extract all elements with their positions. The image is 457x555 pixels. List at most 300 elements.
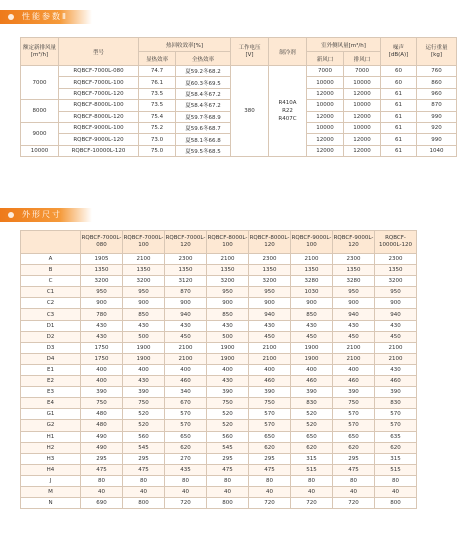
dimension-value-cell: 620 xyxy=(291,442,333,453)
dimension-model-header: RQBCF-7000L-120 xyxy=(165,231,207,254)
dimension-value-cell: 520 xyxy=(123,409,165,420)
header-airflow: 室外侧风量[m³/h] xyxy=(307,38,381,52)
refrigerant-cell xyxy=(269,66,307,157)
table-row xyxy=(21,387,417,398)
dimension-value-cell: 900 xyxy=(249,298,291,309)
dimension-value-cell: 570 xyxy=(333,409,375,420)
dimension-value-cell: 940 xyxy=(375,309,417,320)
dimension-value-cell: 40 xyxy=(333,486,375,497)
model-cell: RQBCF-7000L-100 xyxy=(59,77,139,88)
weight-cell: 990 xyxy=(417,134,457,145)
dimension-value-cell: 650 xyxy=(165,431,207,442)
noise-cell: 60 xyxy=(381,66,417,77)
exhaust-cell: 12000 xyxy=(344,88,381,99)
dimension-value-cell: 295 xyxy=(207,453,249,464)
refrigerant-r22: R22 xyxy=(282,108,293,115)
dimension-value-cell: 1350 xyxy=(249,265,291,276)
header-voltage-label: 工作电压 xyxy=(238,44,261,51)
fresh-cell: 12000 xyxy=(307,134,344,145)
dimension-value-cell: 780 xyxy=(81,309,123,320)
dimension-value-cell: 2100 xyxy=(249,353,291,364)
dimension-value-cell: 400 xyxy=(291,364,333,375)
dimension-value-cell: 800 xyxy=(123,498,165,509)
dimension-value-cell: 430 xyxy=(81,320,123,331)
dimension-value-cell: 460 xyxy=(291,376,333,387)
dimension-label-cell: B xyxy=(21,265,81,276)
model-cell: RQBCF-9000L-100 xyxy=(59,122,139,133)
dimension-label-cell: C1 xyxy=(21,287,81,298)
dimension-value-cell: 940 xyxy=(165,309,207,320)
sensible-cell: 75.2 xyxy=(139,122,176,133)
dimension-value-cell: 390 xyxy=(249,387,291,398)
dimension-value-cell: 560 xyxy=(207,431,249,442)
dimension-value-cell: 950 xyxy=(207,287,249,298)
dimension-value-cell: 1750 xyxy=(81,353,123,364)
dimension-value-cell: 950 xyxy=(249,287,291,298)
dimension-value-cell: 515 xyxy=(375,464,417,475)
dimension-value-cell: 460 xyxy=(375,376,417,387)
dimension-value-cell: 3200 xyxy=(123,276,165,287)
noise-cell: 61 xyxy=(381,134,417,145)
dimension-value-cell: 520 xyxy=(123,420,165,431)
dimension-model-header: RQBCF-9000L-120 xyxy=(333,231,375,254)
sensible-cell: 76.1 xyxy=(139,77,176,88)
header-rated-flow-unit: [m³/h] xyxy=(30,51,49,58)
dimension-value-cell: 2300 xyxy=(333,254,375,265)
dimension-value-cell: 295 xyxy=(333,453,375,464)
model-cell: RQBCF-10000L-120 xyxy=(59,145,139,156)
header-rated-flow xyxy=(21,38,59,66)
dimension-value-cell: 80 xyxy=(81,475,123,486)
noise-cell: 61 xyxy=(381,88,417,99)
dimension-value-cell: 450 xyxy=(333,331,375,342)
dimension-value-cell: 650 xyxy=(249,431,291,442)
dimension-value-cell: 545 xyxy=(123,442,165,453)
dimension-value-cell: 490 xyxy=(81,431,123,442)
dimension-value-cell: 475 xyxy=(333,464,375,475)
dimension-value-cell: 340 xyxy=(165,387,207,398)
dimension-value-cell: 430 xyxy=(123,320,165,331)
dimension-value-cell: 1350 xyxy=(207,265,249,276)
header-efficiency: 热回收效率[%] xyxy=(139,38,231,52)
dimension-value-cell: 80 xyxy=(123,475,165,486)
dimension-value-cell: 430 xyxy=(81,331,123,342)
sensible-cell: 74.7 xyxy=(139,66,176,77)
header-voltage xyxy=(231,38,269,66)
table-row xyxy=(21,376,417,387)
dimension-value-cell: 430 xyxy=(375,320,417,331)
dimension-label-cell: N xyxy=(21,498,81,509)
weight-cell: 760 xyxy=(417,66,457,77)
dimension-value-cell: 40 xyxy=(123,486,165,497)
dimension-value-cell: 1030 xyxy=(291,287,333,298)
dimension-value-cell: 475 xyxy=(123,464,165,475)
sensible-cell: 75.0 xyxy=(139,145,176,156)
dimension-model-header: RQBCF-8000L-120 xyxy=(249,231,291,254)
table-row xyxy=(21,276,417,287)
total-cell: 夏59.6冬68.7 xyxy=(176,122,231,133)
dimensions-section-banner xyxy=(0,208,92,222)
table-row xyxy=(21,420,417,431)
total-cell: 夏58.4冬67.2 xyxy=(176,88,231,99)
dimension-value-cell: 1350 xyxy=(165,265,207,276)
rated-flow-cell: 9000 xyxy=(21,122,59,145)
dimension-label-cell: D1 xyxy=(21,320,81,331)
header-rated-flow-label: 额定新排风量 xyxy=(22,44,56,51)
model-cell: RQBCF-7000L-120 xyxy=(59,88,139,99)
dimension-value-cell: 900 xyxy=(81,298,123,309)
dimension-value-cell: 295 xyxy=(249,453,291,464)
sensible-cell: 75.4 xyxy=(139,111,176,122)
dimension-value-cell: 3200 xyxy=(207,276,249,287)
dimension-value-cell: 900 xyxy=(375,298,417,309)
weight-cell: 870 xyxy=(417,100,457,111)
dimension-value-cell: 450 xyxy=(249,331,291,342)
table-row xyxy=(21,353,417,364)
dimension-value-cell: 450 xyxy=(291,331,333,342)
dimension-value-cell: 450 xyxy=(375,331,417,342)
table-row xyxy=(21,320,417,331)
dimension-value-cell: 750 xyxy=(207,398,249,409)
dimension-value-cell: 570 xyxy=(375,409,417,420)
dimension-value-cell: 430 xyxy=(333,320,375,331)
header-sensible: 显热效率 xyxy=(139,52,176,66)
dimension-value-cell: 1900 xyxy=(123,342,165,353)
dimension-value-cell: 620 xyxy=(165,442,207,453)
table-row xyxy=(21,254,417,265)
header-noise-label: 噪声 xyxy=(393,44,405,51)
rated-flow-cell: 7000 xyxy=(21,66,59,100)
dimension-value-cell: 1900 xyxy=(207,342,249,353)
dimension-label-cell: D2 xyxy=(21,331,81,342)
model-cell: RQBCF-8000L-120 xyxy=(59,111,139,122)
dimension-value-cell: 270 xyxy=(165,453,207,464)
sensible-cell: 73.5 xyxy=(139,88,176,99)
dimension-value-cell: 750 xyxy=(123,398,165,409)
dimension-value-cell: 40 xyxy=(291,486,333,497)
dimension-value-cell: 950 xyxy=(81,287,123,298)
dimension-label-cell: E1 xyxy=(21,364,81,375)
dimension-value-cell: 620 xyxy=(333,442,375,453)
dimension-value-cell: 2300 xyxy=(375,254,417,265)
dimension-label-cell: C3 xyxy=(21,309,81,320)
table-row xyxy=(21,498,417,509)
dimension-value-cell: 2100 xyxy=(333,353,375,364)
dimension-value-cell: 3200 xyxy=(249,276,291,287)
dimension-value-cell: 460 xyxy=(333,376,375,387)
dimension-value-cell: 2300 xyxy=(249,254,291,265)
table-row xyxy=(21,398,417,409)
table-row xyxy=(21,364,417,375)
dimension-value-cell: 40 xyxy=(249,486,291,497)
dimension-value-cell: 2100 xyxy=(165,342,207,353)
dimension-value-cell: 950 xyxy=(375,287,417,298)
sensible-cell: 73.0 xyxy=(139,134,176,145)
dimension-label-cell: E3 xyxy=(21,387,81,398)
dimension-value-cell: 3200 xyxy=(81,276,123,287)
exhaust-cell: 12000 xyxy=(344,111,381,122)
table-row xyxy=(21,464,417,475)
table-row xyxy=(21,287,417,298)
table-row xyxy=(21,309,417,320)
dimension-value-cell: 430 xyxy=(207,320,249,331)
exhaust-cell: 12000 xyxy=(344,134,381,145)
dimension-value-cell: 830 xyxy=(291,398,333,409)
dimension-value-cell: 500 xyxy=(123,331,165,342)
dimension-value-cell: 870 xyxy=(165,287,207,298)
dimension-value-cell: 3280 xyxy=(291,276,333,287)
table-row xyxy=(21,66,457,77)
dimension-value-cell: 2100 xyxy=(375,353,417,364)
dimension-value-cell: 1900 xyxy=(291,353,333,364)
banner-dot-icon xyxy=(8,212,14,218)
dimension-value-cell: 400 xyxy=(207,364,249,375)
dimension-value-cell: 750 xyxy=(249,398,291,409)
dimension-value-cell: 720 xyxy=(291,498,333,509)
dimension-value-cell: 460 xyxy=(165,376,207,387)
dimension-value-cell: 520 xyxy=(207,420,249,431)
dimension-value-cell: 3120 xyxy=(165,276,207,287)
fresh-cell: 12000 xyxy=(307,111,344,122)
performance-section-banner xyxy=(0,10,92,24)
dimension-value-cell: 515 xyxy=(291,464,333,475)
dimension-value-cell: 80 xyxy=(207,475,249,486)
dimension-value-cell: 3200 xyxy=(375,276,417,287)
dimension-value-cell: 1350 xyxy=(123,265,165,276)
dimension-value-cell: 295 xyxy=(81,453,123,464)
dimension-value-cell: 520 xyxy=(291,409,333,420)
dimension-value-cell: 2100 xyxy=(123,254,165,265)
sensible-cell: 73.5 xyxy=(139,100,176,111)
dimension-value-cell: 720 xyxy=(165,498,207,509)
fresh-cell: 12000 xyxy=(307,88,344,99)
dimension-label-cell: A xyxy=(21,254,81,265)
model-cell: RQBCF-8000L-100 xyxy=(59,100,139,111)
dimension-value-cell: 560 xyxy=(123,431,165,442)
fresh-cell: 7000 xyxy=(307,66,344,77)
dimension-value-cell: 545 xyxy=(207,442,249,453)
weight-cell: 990 xyxy=(417,111,457,122)
exhaust-cell: 7000 xyxy=(344,66,381,77)
dimension-value-cell: 490 xyxy=(81,442,123,453)
dimension-value-cell: 80 xyxy=(375,475,417,486)
dimension-value-cell: 2100 xyxy=(333,342,375,353)
dimension-value-cell: 430 xyxy=(291,320,333,331)
dimension-label-cell: G2 xyxy=(21,420,81,431)
dimension-value-cell: 430 xyxy=(249,320,291,331)
table-row xyxy=(21,475,417,486)
header-total: 全热效率 xyxy=(176,52,231,66)
dimension-value-cell: 900 xyxy=(123,298,165,309)
dimension-value-cell: 40 xyxy=(165,486,207,497)
dimension-value-cell: 940 xyxy=(333,309,375,320)
rated-flow-cell: 10000 xyxy=(21,145,59,156)
header-weight-label: 运行重量 xyxy=(425,44,448,51)
fresh-cell: 12000 xyxy=(307,145,344,156)
dimension-value-cell: 950 xyxy=(123,287,165,298)
dimension-value-cell: 400 xyxy=(123,364,165,375)
dimension-value-cell: 570 xyxy=(333,420,375,431)
dimension-value-cell: 80 xyxy=(333,475,375,486)
dimension-label-cell: G1 xyxy=(21,409,81,420)
dimensions-section-title: 外形尺寸 xyxy=(22,210,62,219)
dimension-value-cell: 475 xyxy=(249,464,291,475)
dimension-value-cell: 390 xyxy=(81,387,123,398)
header-fresh-air: 新风口 xyxy=(307,52,344,66)
header-voltage-unit: [V] xyxy=(245,51,254,58)
dimension-model-header: RQBCF-7000L-100 xyxy=(123,231,165,254)
header-noise xyxy=(381,38,417,66)
fresh-cell: 10000 xyxy=(307,100,344,111)
exhaust-cell: 12000 xyxy=(344,145,381,156)
dimension-value-cell: 390 xyxy=(123,387,165,398)
dimension-value-cell: 850 xyxy=(207,309,249,320)
rated-flow-cell: 8000 xyxy=(21,100,59,123)
header-corner xyxy=(21,231,81,254)
weight-cell: 960 xyxy=(417,88,457,99)
dimension-value-cell: 650 xyxy=(291,431,333,442)
dimension-value-cell: 2100 xyxy=(375,342,417,353)
noise-cell: 61 xyxy=(381,100,417,111)
dimension-value-cell: 460 xyxy=(249,376,291,387)
total-cell: 夏59.2冬68.2 xyxy=(176,66,231,77)
dimension-value-cell: 570 xyxy=(375,420,417,431)
performance-section-title: 性能参数Ⅱ xyxy=(22,12,68,21)
dimension-value-cell: 570 xyxy=(165,420,207,431)
dimension-label-cell: H2 xyxy=(21,442,81,453)
dimension-value-cell: 80 xyxy=(165,475,207,486)
dimension-value-cell: 295 xyxy=(123,453,165,464)
dimension-value-cell: 315 xyxy=(375,453,417,464)
dimension-value-cell: 620 xyxy=(249,442,291,453)
dimension-value-cell: 1905 xyxy=(81,254,123,265)
dimension-value-cell: 1350 xyxy=(291,265,333,276)
dimension-label-cell: H3 xyxy=(21,453,81,464)
dimension-label-cell: H4 xyxy=(21,464,81,475)
table-row xyxy=(21,453,417,464)
dimension-value-cell: 80 xyxy=(291,475,333,486)
voltage-cell: 380 xyxy=(231,66,269,157)
dimension-value-cell: 40 xyxy=(81,486,123,497)
dimension-value-cell: 520 xyxy=(291,420,333,431)
header-weight-unit: [kg] xyxy=(431,51,442,58)
dimension-value-cell: 940 xyxy=(249,309,291,320)
dimension-value-cell: 400 xyxy=(81,376,123,387)
dimension-value-cell: 2100 xyxy=(291,254,333,265)
dimension-value-cell: 315 xyxy=(291,453,333,464)
header-noise-unit: [dB(A)] xyxy=(388,51,409,58)
table-row xyxy=(21,342,417,353)
dimension-value-cell: 2100 xyxy=(207,254,249,265)
fresh-cell: 10000 xyxy=(307,122,344,133)
dimension-value-cell: 1750 xyxy=(81,342,123,353)
dimension-value-cell: 720 xyxy=(249,498,291,509)
dimension-value-cell: 800 xyxy=(207,498,249,509)
dimension-value-cell: 400 xyxy=(165,364,207,375)
dimension-label-cell: J xyxy=(21,475,81,486)
dimension-value-cell: 2300 xyxy=(165,254,207,265)
weight-cell: 860 xyxy=(417,77,457,88)
dimension-model-header: RQBCF-10000L-120 xyxy=(375,231,417,254)
banner-dot-icon xyxy=(8,14,14,20)
dimension-value-cell: 900 xyxy=(333,298,375,309)
dimension-value-cell: 900 xyxy=(291,298,333,309)
noise-cell: 61 xyxy=(381,145,417,156)
dimension-value-cell: 480 xyxy=(81,420,123,431)
header-refrigerant: 制冷剂 xyxy=(269,38,307,66)
table-row xyxy=(21,409,417,420)
dimension-value-cell: 475 xyxy=(81,464,123,475)
dimension-value-cell: 1900 xyxy=(291,342,333,353)
dimension-value-cell: 1350 xyxy=(81,265,123,276)
exhaust-cell: 10000 xyxy=(344,122,381,133)
header-exhaust-air: 排风口 xyxy=(344,52,381,66)
dimension-value-cell: 520 xyxy=(207,409,249,420)
dimension-value-cell: 1350 xyxy=(333,265,375,276)
dimensions-header-row xyxy=(21,231,417,254)
dimension-label-cell: E2 xyxy=(21,376,81,387)
dimension-value-cell: 950 xyxy=(333,287,375,298)
refrigerant-r410a: R410A xyxy=(278,100,297,107)
dimension-value-cell: 475 xyxy=(207,464,249,475)
dimension-value-cell: 430 xyxy=(375,364,417,375)
dimension-value-cell: 750 xyxy=(81,398,123,409)
dimension-model-header: RQBCF-7000L-080 xyxy=(81,231,123,254)
total-cell: 夏58.1冬66.8 xyxy=(176,134,231,145)
total-cell: 夏59.7冬68.9 xyxy=(176,111,231,122)
table-row xyxy=(21,486,417,497)
fresh-cell: 10000 xyxy=(307,77,344,88)
dimension-value-cell: 390 xyxy=(333,387,375,398)
dimension-value-cell: 430 xyxy=(165,320,207,331)
dimension-value-cell: 390 xyxy=(291,387,333,398)
dimension-value-cell: 750 xyxy=(333,398,375,409)
refrigerant-r407c: R407C xyxy=(278,116,297,123)
dimension-value-cell: 430 xyxy=(207,376,249,387)
weight-cell: 920 xyxy=(417,122,457,133)
table-row xyxy=(21,298,417,309)
dimension-value-cell: 450 xyxy=(165,331,207,342)
dimension-value-cell: 670 xyxy=(165,398,207,409)
dimension-value-cell: 635 xyxy=(375,431,417,442)
dimension-value-cell: 850 xyxy=(123,309,165,320)
dimensions-table xyxy=(20,230,417,509)
dimension-value-cell: 3280 xyxy=(333,276,375,287)
dimension-value-cell: 480 xyxy=(81,409,123,420)
dimension-value-cell: 720 xyxy=(333,498,375,509)
dimension-value-cell: 435 xyxy=(165,464,207,475)
total-cell: 夏58.4冬67.2 xyxy=(176,100,231,111)
dimension-label-cell: E4 xyxy=(21,398,81,409)
dimension-label-cell: M xyxy=(21,486,81,497)
dimension-value-cell: 40 xyxy=(375,486,417,497)
dimension-value-cell: 900 xyxy=(207,298,249,309)
dimension-model-header: RQBCF-9000L-100 xyxy=(291,231,333,254)
dimension-label-cell: C xyxy=(21,276,81,287)
table-row xyxy=(21,431,417,442)
noise-cell: 61 xyxy=(381,111,417,122)
dimension-value-cell: 2100 xyxy=(165,353,207,364)
dimension-value-cell: 430 xyxy=(123,376,165,387)
table-row xyxy=(21,442,417,453)
table-row xyxy=(21,331,417,342)
dimension-value-cell: 1900 xyxy=(123,353,165,364)
model-cell: RQBCF-7000L-080 xyxy=(59,66,139,77)
dimension-model-header: RQBCF-8000L-100 xyxy=(207,231,249,254)
dimension-value-cell: 1350 xyxy=(375,265,417,276)
dimension-label-cell: D3 xyxy=(21,342,81,353)
dimension-value-cell: 390 xyxy=(207,387,249,398)
